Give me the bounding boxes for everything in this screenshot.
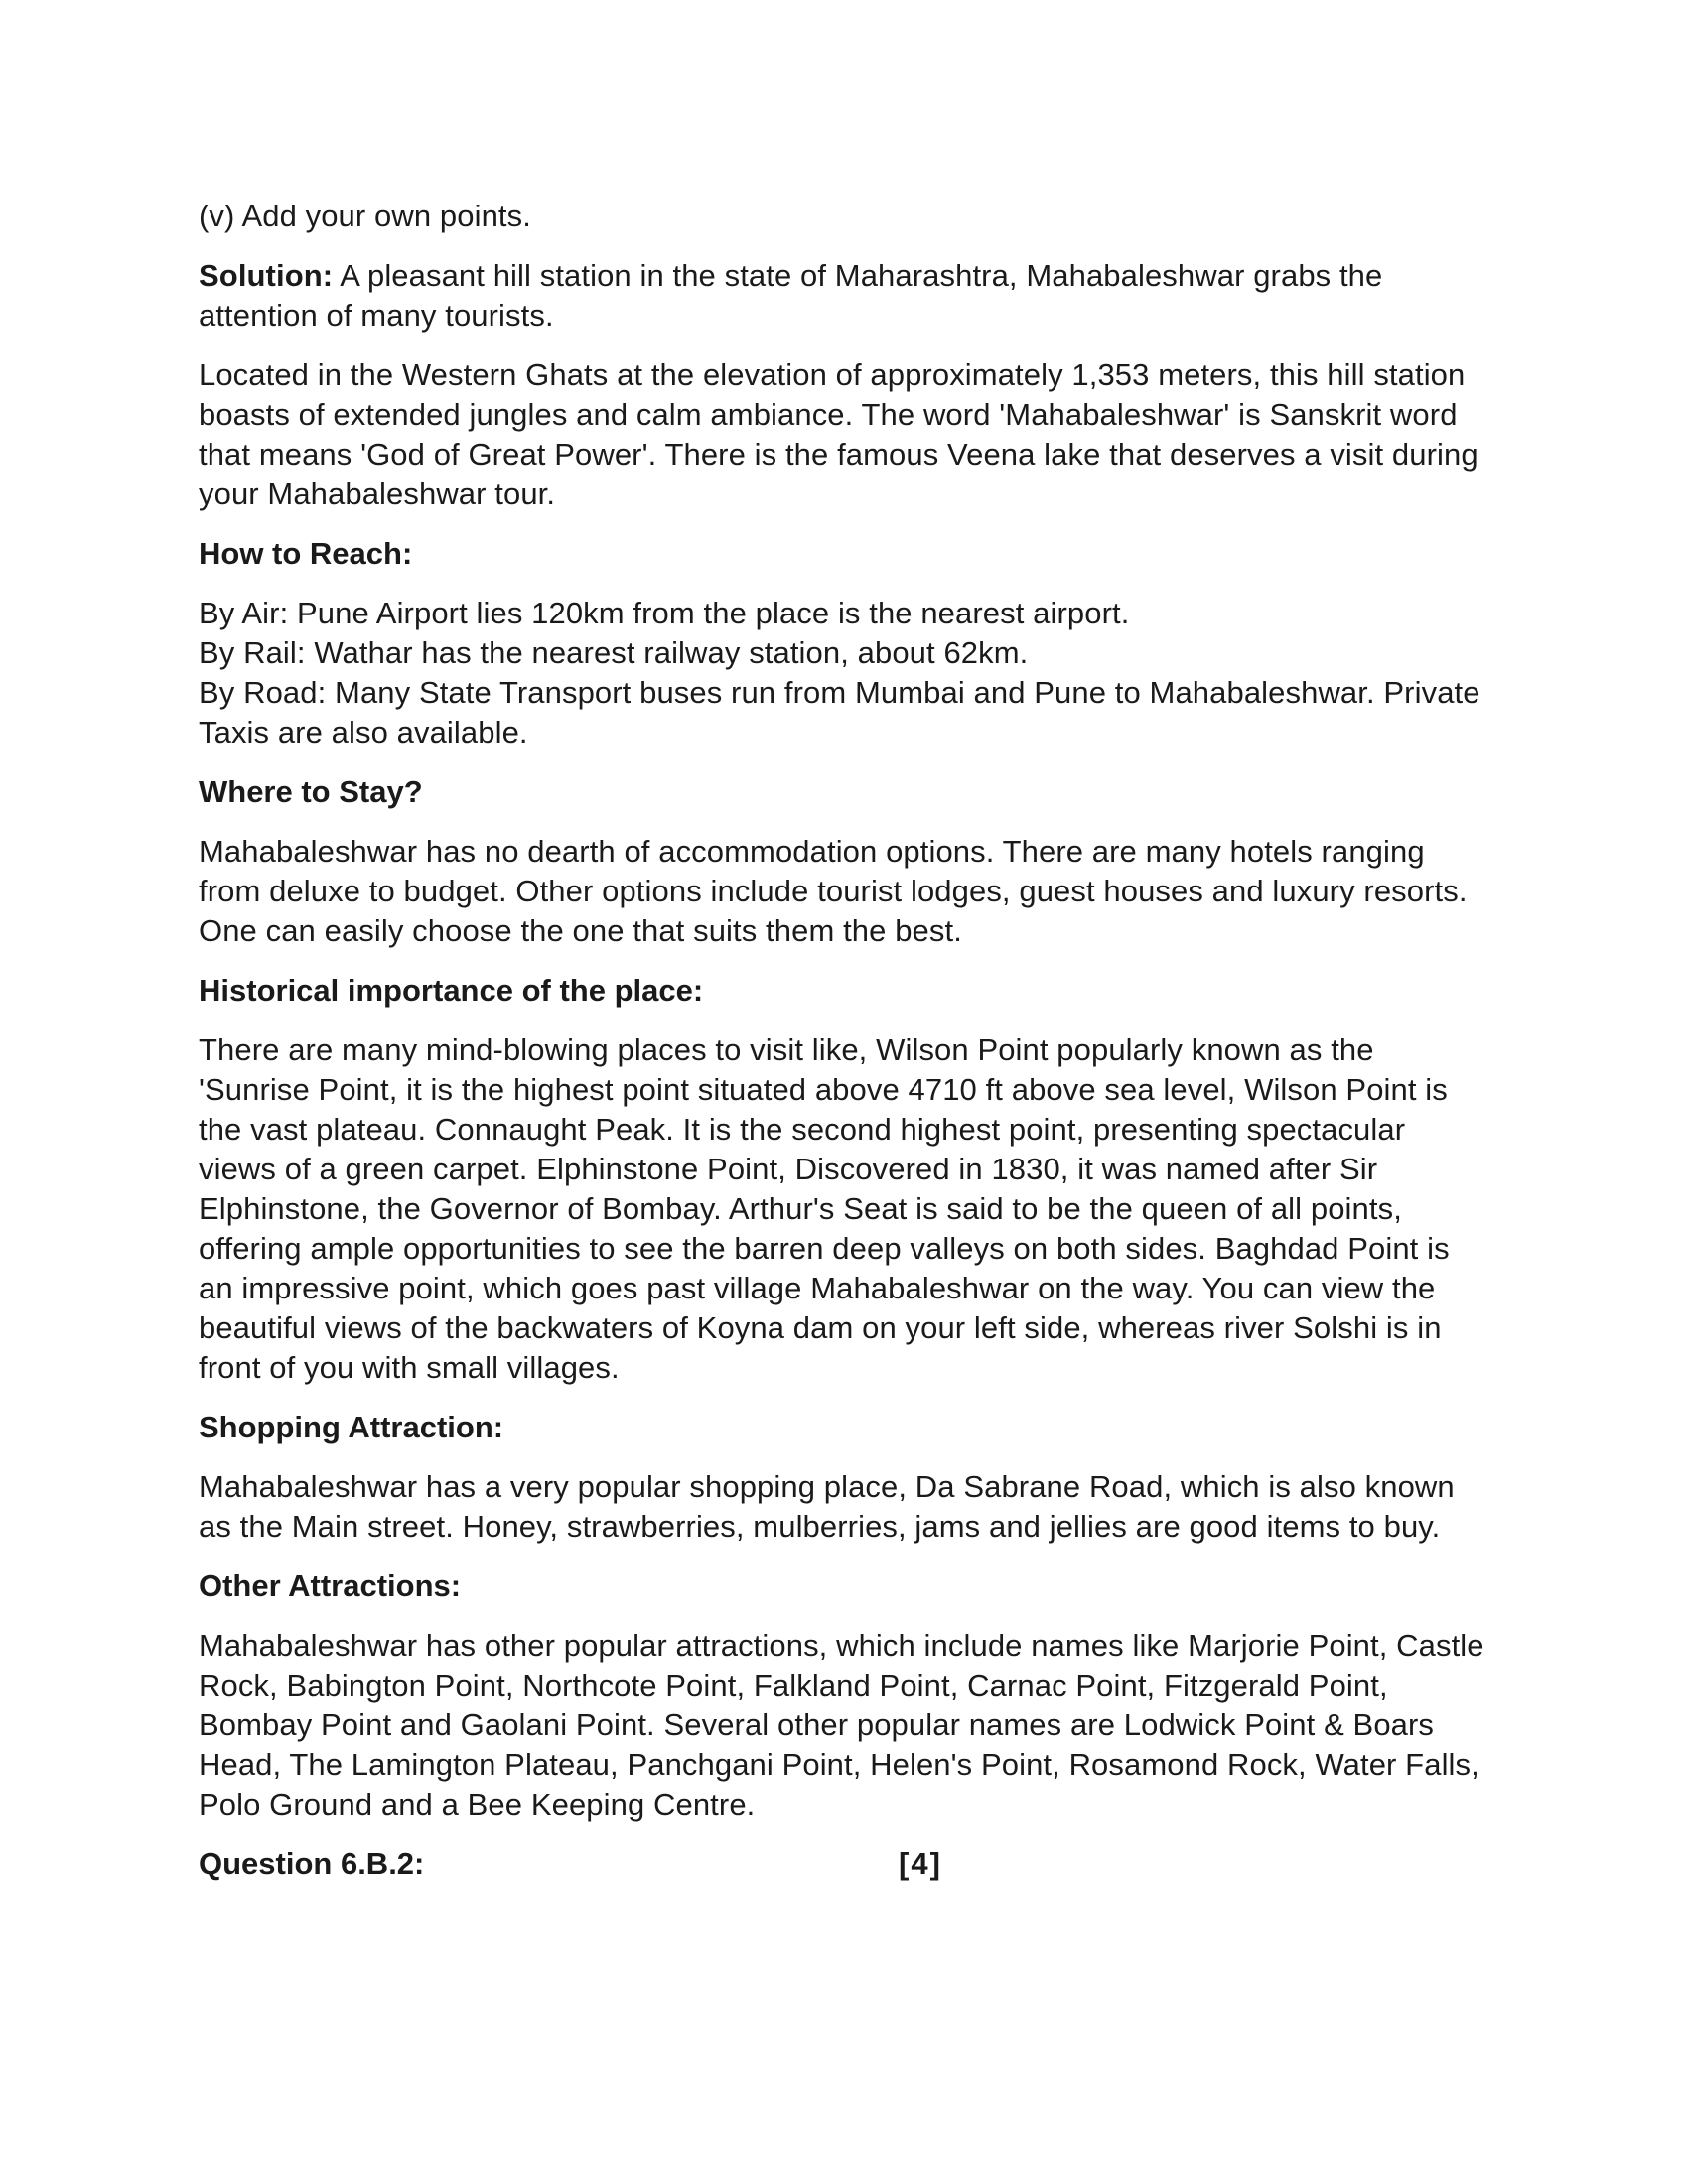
reach-by-road: By Road: Many State Transport buses run from Mumbai and Pune to Mahabaleshwar. Private Taxis are also available. xyxy=(199,675,1480,750)
question-marks: [4] xyxy=(899,1846,942,1881)
question-label: Question 6.B.2: xyxy=(199,1846,425,1881)
historical-heading: Historical importance of the place: xyxy=(199,973,704,1008)
historical-text: There are many mind-blowing places to visit like, Wilson Point popularly known as the 'Sunrise Point, it is the highest point situated above 4710 ft above sea level, Wilson Point is the vast plateau. Connaught Peak. It is the second highest point, presenting spectacular views of a green carpet. Elphinstone Point, Discovered in 1830, it was named after Sir Elphinstone, the Governor of Bombay. Arthur's Seat is said to be the queen of all points, offering ample opportunities to see the barren deep valleys on both sides. Baghdad Point is an impressive point, which goes past village Mahabaleshwar on the way. You can view the beautiful views of the backwaters of Koyna dam on your left side, whereas river Solshi is in front of you with small villages. xyxy=(199,1032,1450,1385)
reach-by-air: By Air: Pune Airport lies 120km from the place is the nearest airport. xyxy=(199,596,1130,630)
where-to-stay-text: Mahabaleshwar has no dearth of accommodation options. There are many hotels ranging from deluxe to budget. Other options include tourist lodges, guest houses and luxury resorts. One can easily choose the one that suits them the best. xyxy=(199,834,1468,948)
intro-line: (v) Add your own points. xyxy=(199,199,531,233)
other-attractions-heading: Other Attractions: xyxy=(199,1569,462,1603)
solution-label: Solution: xyxy=(199,258,334,293)
location-paragraph: Located in the Western Ghats at the elevation of approximately 1,353 meters, this hill station boasts of extended jungles and calm ambiance. The word 'Mahabaleshwar' is Sanskrit word that means 'God of Great Power'. There is the famous Veena lake that deserves a visit during your Mahabaleshwar tour. xyxy=(199,357,1478,511)
document-page xyxy=(199,197,1489,1884)
how-to-reach-list xyxy=(199,594,1489,752)
how-to-reach-heading: How to Reach: xyxy=(199,536,413,571)
shopping-heading: Shopping Attraction: xyxy=(199,1410,504,1444)
solution-text: A pleasant hill station in the state of Maharashtra, Mahabaleshwar grabs the attention of many tourists. xyxy=(199,258,1383,333)
shopping-text: Mahabaleshwar has a very popular shopping place, Da Sabrane Road, which is also known as the Main street. Honey, strawberries, mulberries, jams and jellies are good items to buy. xyxy=(199,1469,1455,1544)
where-to-stay-heading: Where to Stay? xyxy=(199,774,423,809)
reach-by-rail: By Rail: Wathar has the nearest railway station, about 62km. xyxy=(199,635,1029,670)
solution-paragraph xyxy=(199,256,1489,336)
other-attractions-text: Mahabaleshwar has other popular attractions, which include names like Marjorie Point, Castle Rock, Babington Point, Northcote Point, Falkland Point, Carnac Point, Fitzgerald Point, Bombay Point and Gaolani Point. Several other popular names are Lodwick Point & Boars Head, The Lamington Plateau, Panchgani Point, Helen's Point, Rosamond Rock, Water Falls, Polo Ground and a Bee Keeping Centre. xyxy=(199,1628,1484,1822)
question-row xyxy=(199,1844,1489,1884)
